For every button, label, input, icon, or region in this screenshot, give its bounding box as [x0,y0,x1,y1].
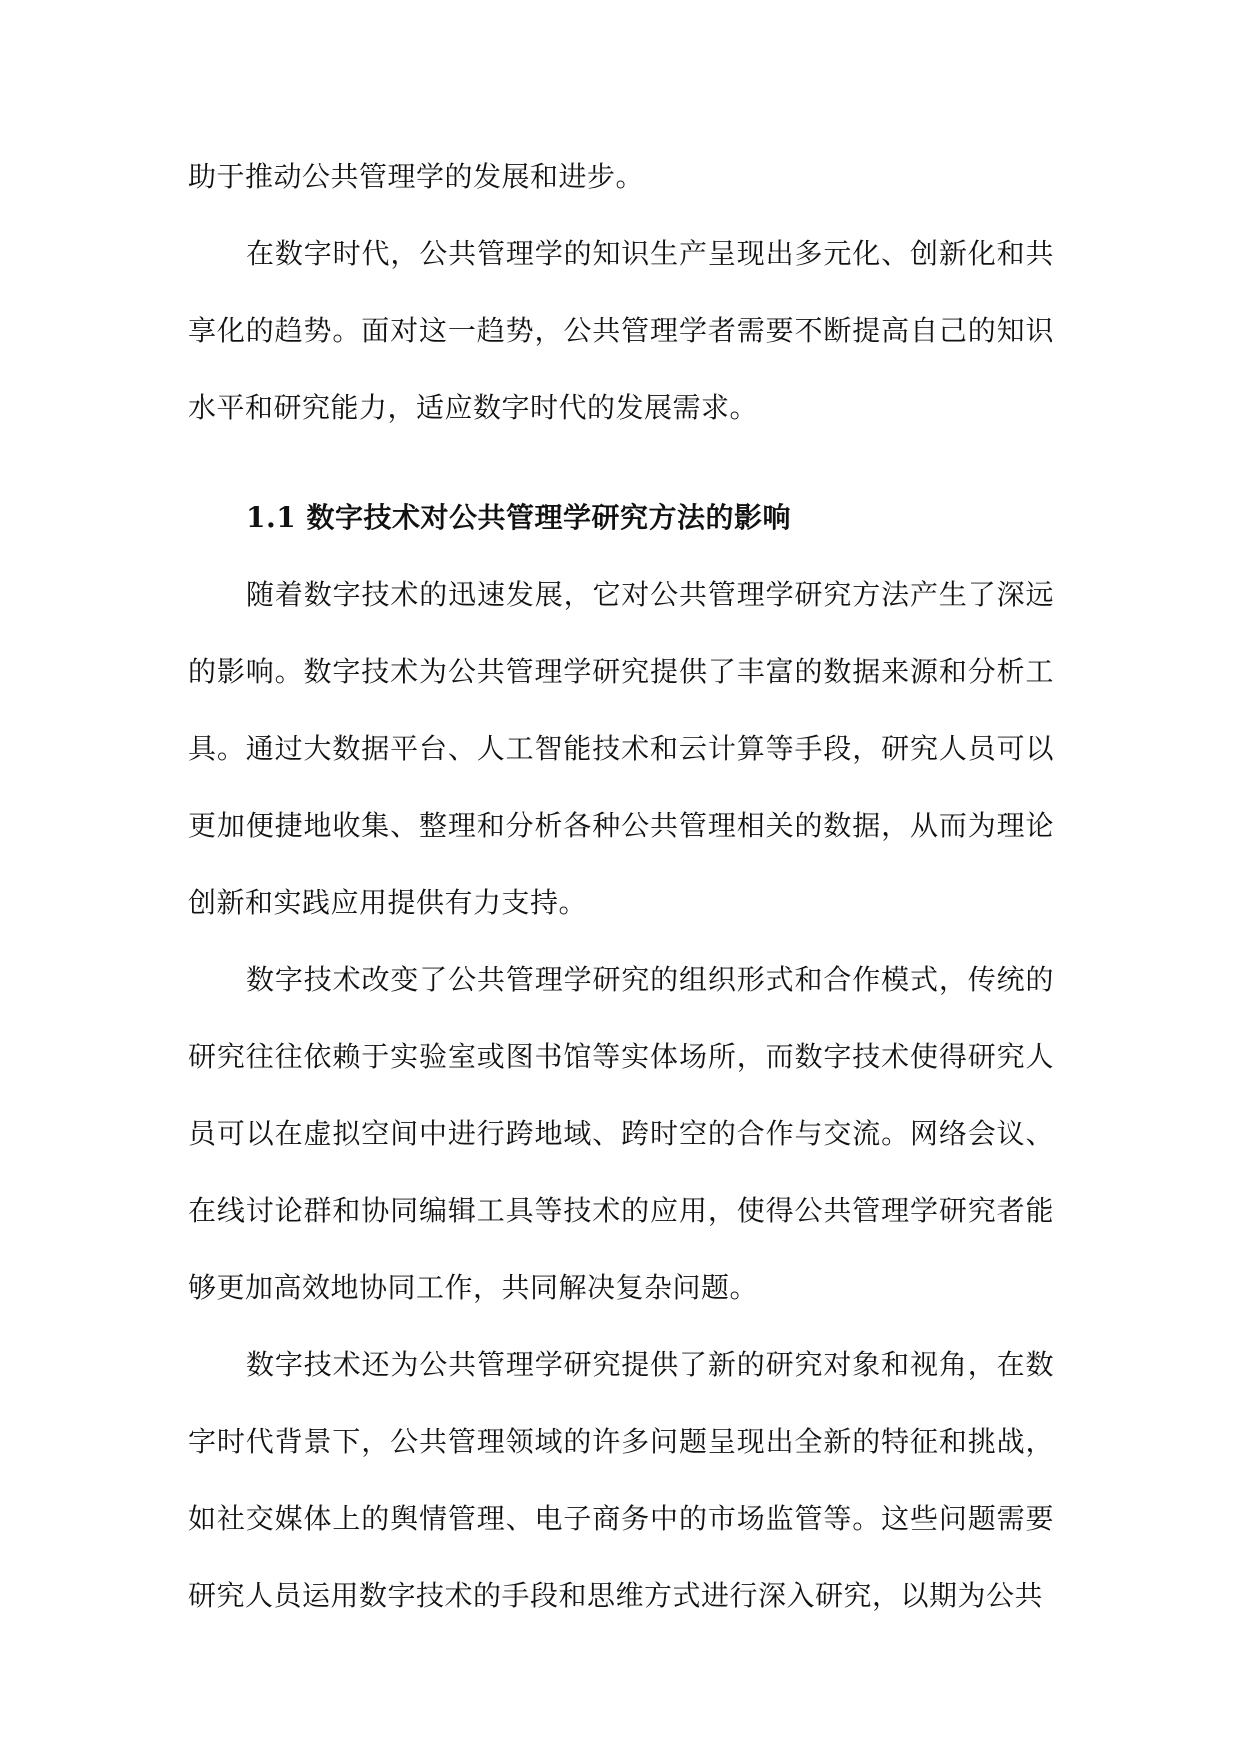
paragraph-collaboration: 数字技术改变了公共管理学研究的组织形式和合作模式，传统的研究往往依赖于实验室或图书馆等实体场所，而数字技术使得研究人员可以在虚拟空间中进行跨地域、跨时空的合作与交流。网络会议、在线讨论群和协同编辑工具等技术的应用，使得公共管理学研究者能够更加高效地协同工作，共同解决复杂问题。 [188,963,1054,1304]
document-body [188,138,1054,1634]
paragraph-research-methods: 随着数字技术的迅速发展，它对公共管理学研究方法产生了深远的影响。数字技术为公共管理学研究提供了丰富的数据来源和分析工具。通过大数据平台、人工智能技术和云计算等手段，研究人员可以更加便捷地收集、整理和分析各种公共管理相关的数据，从而为理论创新和实践应用提供有力支持。 [188,578,1054,919]
paragraph-continued: 助于推动公共管理学的发展和进步。 [188,160,645,193]
paragraph-digital-era: 在数字时代，公共管理学的知识生产呈现出多元化、创新化和共享化的趋势。面对这一趋势，公共管理学者需要不断提高自己的知识水平和研究能力，适应数字时代的发展需求。 [188,237,1054,424]
section-spacer [188,446,1054,479]
section-heading: 1.1 数字技术对公共管理学研究方法的影响 [246,501,791,534]
paragraph-new-perspectives: 数字技术还为公共管理学研究提供了新的研究对象和视角，在数字时代背景下，公共管理领域的许多问题呈现出全新的特征和挑战，如社交媒体上的舆情管理、电子商务中的市场监管等。这些问题需要研究人员运用数字技术的手段和思维方式进行深入研究，以期为公共 [188,1348,1054,1612]
